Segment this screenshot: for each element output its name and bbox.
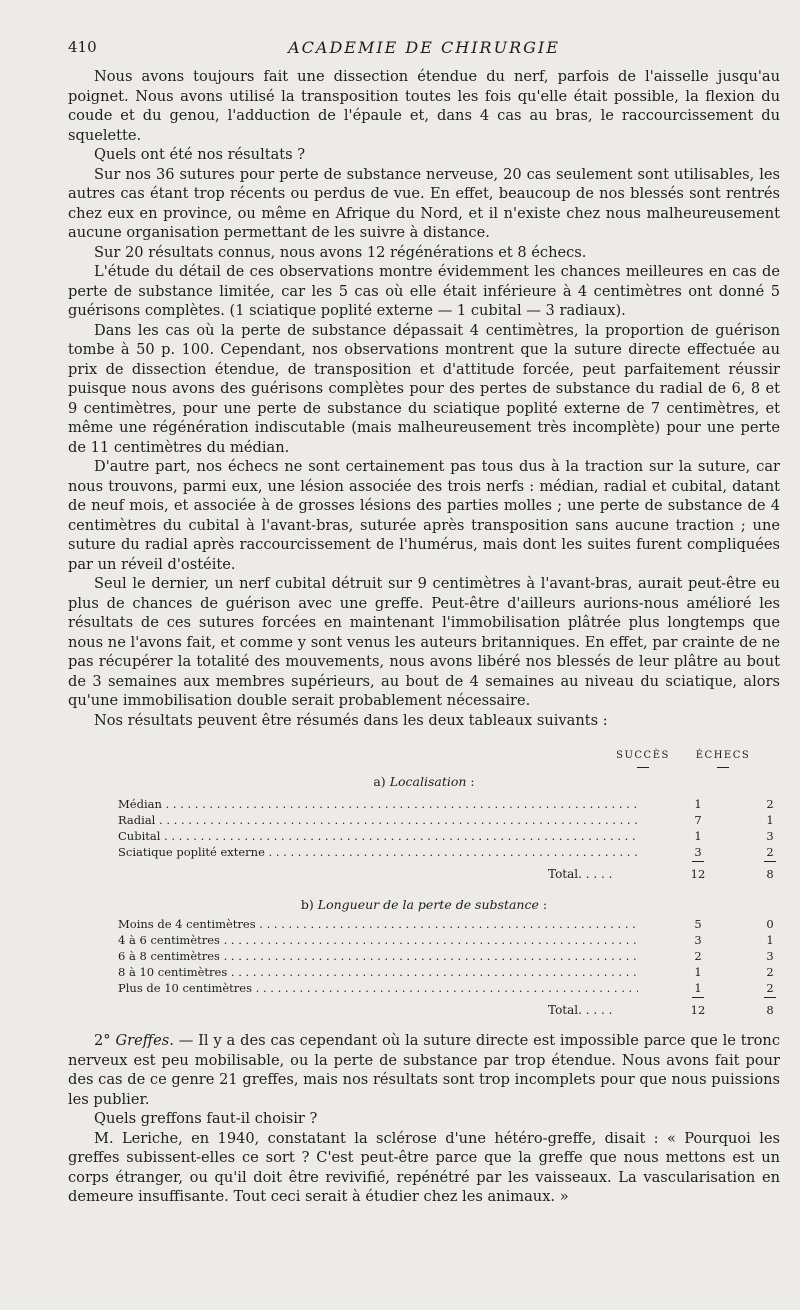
paragraph-greffons-question: Quels greffons faut-il choisir ? (94, 1110, 318, 1127)
column-header-failure (688, 750, 758, 768)
column-header-dash (717, 767, 729, 768)
paragraph-sutures: Sur nos 36 sutures pour perte de substance nerveuse, 20 cas seulement sont utilisables, les autres cas étant trop récents ou perdus de vue. En effet, beaucoup de nos blessés sont rentrés chez eux en province, ou même en Afrique du Nord, et il n'existe chez nous malheureusement aucune organisation permettant de les suivre à distance. (68, 165, 780, 241)
row-success: 3 (694, 845, 702, 859)
table-row (118, 796, 774, 812)
row-label: Sciatique poplité externe . . . (118, 844, 638, 860)
table-b-prefix: b) (300, 897, 314, 912)
row-failure: 0 (766, 917, 774, 931)
column-header-dash (637, 767, 649, 768)
total-rule (692, 997, 704, 998)
total-success: 12 (690, 867, 706, 881)
row-success: 1 (694, 797, 702, 811)
paragraph-question-results: Quels ont été nos résultats ? (94, 146, 306, 163)
row-failure: 2 (766, 797, 774, 811)
row-success: 7 (694, 813, 702, 827)
total-failure: 8 (766, 867, 774, 881)
row-label: Plus de 10 centimètres . . . (118, 980, 638, 996)
table-a-prefix: a) (373, 774, 386, 789)
table-row (118, 844, 774, 860)
row-failure: 1 (766, 813, 774, 827)
paragraph-detail-study: L'étude du détail de ces observations montre évidemment les chances meilleures en cas de perte de substance limitée, car les 5 cas où elle était inférieure à 4 centimètres ont donné 5 guérisons complètes. (1 sciatique poplité externe — 1 cubital — 3 radiaux). (68, 263, 780, 319)
table-a-title (68, 774, 780, 789)
row-success: 1 (694, 965, 702, 979)
table-b-title-text: Longueur de la perte de substance (317, 897, 539, 912)
table-a-suffix: : (470, 774, 475, 789)
row-failure: 2 (766, 845, 774, 859)
table-total-row (118, 1002, 774, 1018)
row-success: 2 (694, 949, 702, 963)
body-text (68, 67, 780, 730)
journal-title: ACADEMIE DE CHIRURGIE (288, 38, 560, 57)
table-b-title (68, 897, 780, 912)
row-label: Radial . . . (118, 812, 638, 828)
greffes-title: Greffes. (115, 1032, 174, 1049)
row-failure: 3 (766, 949, 774, 963)
paragraph-last-case: Seul le dernier, un nerf cubital détruit sur 9 centimètres à l'avant-bras, aurait peut-être eu plus de chances de guérison avec une greffe. Peut-être d'ailleurs aurions-nous amélioré les résultats de ces sutures forcées en maintenant l'immobilisation plâtrée plus longtemps que nous ne l'avons fait, et comme y sont venus les auteurs britanniques. En effet, par crainte de ne pas récupérer la totalité des mouvements, nous avons libéré nos blessés de leur plâtre au bout de 3 semaines aux membres supérieurs, au bout de 4 semaines au niveau du sciatique, alors qu'une immobilisation double serait probablement nécessaire. (68, 575, 780, 709)
table-row (118, 964, 774, 980)
row-failure: 1 (766, 933, 774, 947)
total-rule (764, 997, 776, 998)
table-row (118, 932, 774, 948)
paragraph-failures: D'autre part, nos échecs ne sont certainement pas tous dus à la traction sur la suture, car nous trouvons, parmi eux, une lésion associée des trois nerfs : médian, radial et cubital, datant de neuf mois, et associée à de grosses lésions des parties molles ; une perte de substance de 4 centimètres du cubital à l'avant-bras, suturée après transposition sans aucune traction ; une suture du radial après raccourcissement de l'humérus, mais dont les suites furent compliquées par un réveil d'ostéite. (68, 458, 780, 573)
row-label: 4 à 6 centimètres . . . (118, 932, 638, 948)
column-header-success-label: SUCCÈS (616, 750, 670, 761)
row-label: Médian . . . (118, 796, 638, 812)
greffes-prefix: 2° (94, 1032, 111, 1049)
total-rule (764, 861, 776, 862)
table-total-row (118, 866, 774, 882)
row-success: 1 (694, 981, 702, 995)
row-success: 1 (694, 829, 702, 843)
column-header-success (608, 750, 678, 768)
row-success: 5 (694, 917, 702, 931)
row-label: 6 à 8 centimètres . . . (118, 948, 638, 964)
row-label: Moins de 4 centimètres . . . (118, 916, 638, 932)
table-a-title-text: Localisation (389, 774, 467, 789)
table-row (118, 916, 774, 932)
total-label: Total. . . . . (548, 1003, 613, 1017)
table-row (118, 980, 774, 996)
running-head (68, 38, 780, 58)
paragraph-leriche: M. Leriche, en 1940, constatant la sclérose d'une hétéro-greffe, disait : « Pourquoi les greffes subissent-elles ce sort ? C'est peut-être parce que la greffe que nous mettons est un corps étranger, ou qu'il doit être revivifié, repénétré par les vaisseaux. La vascularisation en demeure insuffisante. Tout ceci serait à étudier chez les animaux. » (68, 1129, 780, 1205)
paragraph-dissection: Nous avons toujours fait une dissection étendue du nerf, parfois de l'aisselle jusqu'au poignet. Nous avons utilisé la transposition toutes les fois qu'elle était possible, la flexion du coude et du genou, l'adduction de l'épaule et, dans 4 cas au bras, le raccourcissement du squelette. (68, 68, 780, 144)
greffes-text: — Il y a des cas cependant où la suture directe est impossible parce que le tronc nerveux est peu mobilisable, ou la perte de substance par trop étendue. Nous avons fait pour des cas de ce genre 21 greffes, mais nos résultats sont trop incomplets pour que nous puissions les publier. (68, 1032, 781, 1108)
total-label: Total. . . . . (548, 867, 613, 881)
table-row (118, 828, 774, 844)
page-number: 410 (68, 38, 97, 56)
total-failure: 8 (766, 1003, 774, 1017)
row-label: Cubital . . . (118, 828, 638, 844)
row-failure: 3 (766, 829, 774, 843)
paragraph-known-results: Sur 20 résultats connus, nous avons 12 régénérations et 8 échecs. (94, 243, 587, 261)
row-success: 3 (694, 933, 702, 947)
body-text-continued (68, 1031, 780, 1207)
total-success: 12 (690, 1003, 706, 1017)
paragraph-loss-over-4cm: Dans les cas où la perte de substance dépassait 4 centimètres, la proportion de guérison tombe à 50 p. 100. Cependant, nos observations montrent que la suture directe effectuée au prix de dissection étendue, de transposition et d'attitude forcée, peut parfaitement réussir puisque nous avons des guérisons complètes pour des pertes de substance du radial de 6, 8 et 9 centimètres, pour une perte de substance du sciatique poplité externe de 7 centimètres, et même une régénération indiscutable (mais malheureusement très incomplète) pour une perte de 11 centimètres du médian. (68, 321, 780, 456)
total-rule (692, 861, 704, 862)
row-failure: 2 (766, 981, 774, 995)
column-header-failure-label: ÉCHECS (695, 750, 751, 761)
paragraph-summary-intro: Nos résultats peuvent être résumés dans les deux tableaux suivants : (94, 711, 608, 729)
row-failure: 2 (766, 965, 774, 979)
table-b-suffix: : (542, 897, 548, 912)
table-row (118, 812, 774, 828)
table-row (118, 948, 774, 964)
row-label: 8 à 10 centimètres . . . (118, 964, 638, 980)
paragraph-greffes (68, 1031, 780, 1109)
